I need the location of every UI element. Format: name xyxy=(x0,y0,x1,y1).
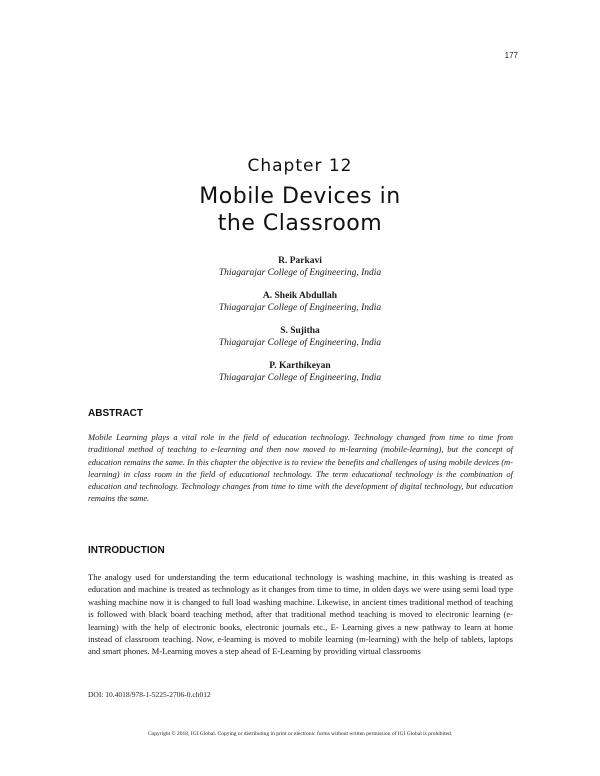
author-affiliation: Thiagarajar College of Engineering, India xyxy=(218,303,382,313)
introduction-text: The analogy used for understanding the term educational technology is washing machine, in this washing is treated as education and machine is treated as technology as it changes from time to time, in olden days we were using semi load type washing machine now it is changed to full load washing machine. Likewise, in ancient times traditional method of teaching is followed with black board teaching method, after that traditional method teaching is moved to electronic learning (e-learning) with the help of electronic books, electronic journals etc., E- Learning gives a new pathway to learn at home instead of classroom teaching. Now, e-learning is moved to mobile learning (m-learning) with the help of tablets, laptops and smart phones. M-Learning moves a step ahead of E-Learning by providing virtual classrooms xyxy=(88,572,513,657)
introduction-heading: INTRODUCTION xyxy=(88,545,165,556)
author-block xyxy=(0,360,600,384)
abstract-heading: ABSTRACT xyxy=(88,408,143,419)
author-affiliation: Thiagarajar College of Engineering, India xyxy=(218,338,382,348)
chapter-title xyxy=(0,183,600,237)
author-block xyxy=(0,290,600,314)
author-name: R. Parkavi xyxy=(278,256,322,266)
chapter-label: Chapter 12 xyxy=(247,156,353,176)
chapter-title-line-1: Mobile Devices in xyxy=(199,184,401,209)
chapter-title-line-2: the Classroom xyxy=(217,211,383,236)
author-list xyxy=(0,255,600,395)
page-number: 177 xyxy=(504,51,518,60)
author-name: A. Sheik Abdullah xyxy=(262,291,338,301)
author-name: P. Karthikeyan xyxy=(269,361,331,371)
author-affiliation: Thiagarajar College of Engineering, India xyxy=(218,268,382,278)
chapter-heading xyxy=(0,155,600,237)
abstract-text: Mobile Learning plays a vital role in the field of education technology. Technology changed from time to time from traditional method of teaching to e-learning and then now moved to m-learning (mobile-learning), but the concept of education remains the same. In this chapter the objective is to review the benefits and challenges of using mobile devices (m-learning) in class room in the field of educational technology. The term educational technology is the combination of education and technology. Technology changes from time to time with the development of digital technology, but education remains the same. xyxy=(88,432,513,504)
doi-line: DOI: 10.4018/978-1-5225-2706-0.ch012 xyxy=(88,690,211,699)
author-block xyxy=(0,255,600,279)
author-block xyxy=(0,325,600,349)
author-name: S. Sujitha xyxy=(280,326,320,336)
author-affiliation: Thiagarajar College of Engineering, India xyxy=(218,373,382,383)
copyright-notice: Copyright © 2018, IGI Global. Copying or distributing in print or electronic forms without written permission of IGI Global is prohibited. xyxy=(147,731,453,737)
